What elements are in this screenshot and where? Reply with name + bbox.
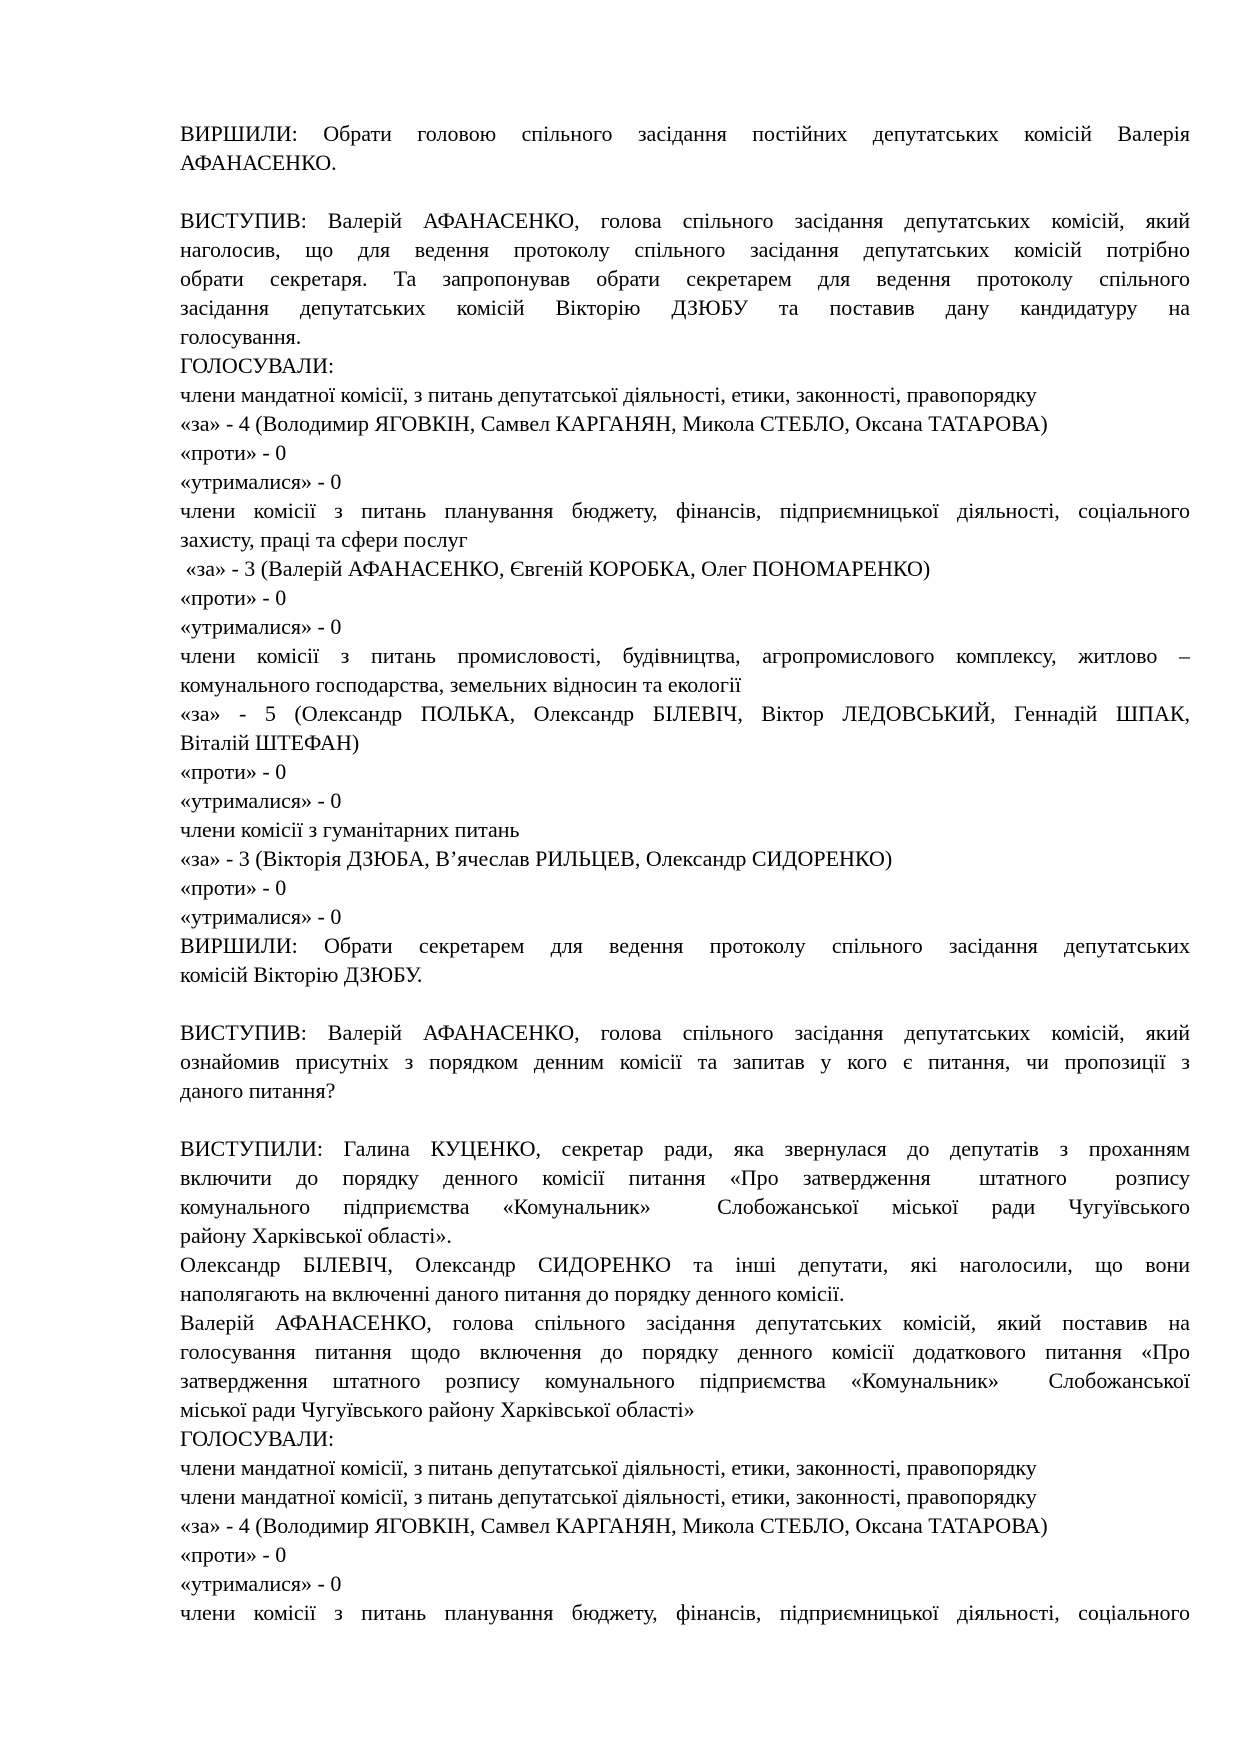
document-page-body xyxy=(180,119,1190,1627)
text-line: «за» - 4 (Володимир ЯГОВКІН, Самвел КАРГАНЯН, Микола СТЕБЛО, Оксана ТАТАРОВА) xyxy=(180,411,1048,436)
text-line: «проти» - 0 xyxy=(180,1542,287,1567)
text-line: «за» - 3 (Вікторія ДЗЮБА, В’ячеслав РИЛЬЦЕВ, Олександр СИДОРЕНКО) xyxy=(180,846,893,871)
blank-line xyxy=(180,177,1190,206)
text-line: «утрималися» - 0 xyxy=(180,1571,342,1596)
text-line: члени комісії з питань промисловості, будівництва, агропромислового комплексу, житлово – xyxy=(180,643,1190,668)
text-line: ознайомив присутніх з порядком денним комісії та запитав у кого є питання, чи пропозиції з xyxy=(180,1049,1190,1074)
text-line: обрати секретаря. Та запропонував обрати секретарем для ведення протоколу спільного xyxy=(180,266,1190,291)
text-line: ГОЛОСУВАЛИ: xyxy=(180,1426,335,1451)
text-line: району Харківської області». xyxy=(180,1223,452,1248)
text-line: «за» - 3 (Валерій АФАНАСЕНКО, Євгеній КОРОБКА, Олег ПОНОМАРЕНКО) xyxy=(180,556,931,581)
text-line: «за» - 4 (Володимир ЯГОВКІН, Самвел КАРГАНЯН, Микола СТЕБЛО, Оксана ТАТАРОВА) xyxy=(180,1513,1048,1538)
text-line: «утрималися» - 0 xyxy=(180,614,342,639)
text-line: захисту, праці та сфери послуг xyxy=(180,527,468,552)
text-line: даного питання? xyxy=(180,1078,336,1103)
text-line: члени комісії з питань планування бюджету, фінансів, підприємницької діяльності, соціального xyxy=(180,1600,1190,1625)
text-line: Олександр БІЛЕВІЧ, Олександр СИДОРЕНКО та інші депутати, які наголосили, що вони xyxy=(180,1252,1190,1277)
text-line: «утрималися» - 0 xyxy=(180,469,342,494)
text-line: ВИСТУПИВ: Валерій АФАНАСЕНКО, голова спільного засідання депутатських комісій, який xyxy=(180,208,1190,233)
text-line: члени мандатної комісії, з питань депутатської діяльності, етики, законності, правопорядку xyxy=(180,382,1037,407)
text-line: голосування. xyxy=(180,324,302,349)
text-line: наголосив, що для ведення протоколу спільного засідання депутатських комісій потрібно xyxy=(180,237,1190,262)
text-line: члени комісії з питань планування бюджету, фінансів, підприємницької діяльності, соціального xyxy=(180,498,1190,523)
text-line: включити до порядку денного комісії питання «Про затвердження штатного розпису xyxy=(180,1165,1190,1190)
text-line: члени мандатної комісії, з питань депутатської діяльності, етики, законності, правопорядку xyxy=(180,1455,1037,1480)
text-line: комунального господарства, земельних відносин та екології xyxy=(180,672,742,697)
text-line: «утрималися» - 0 xyxy=(180,788,342,813)
text-line: міської ради Чугуївського району Харківської області» xyxy=(180,1397,695,1422)
text-line: АФАНАСЕНКО. xyxy=(180,150,337,175)
text-line: затвердження штатного розпису комунального підприємства «Комунальник» Слобожанської xyxy=(180,1368,1190,1393)
text-line: комісій Вікторію ДЗЮБУ. xyxy=(180,962,423,987)
text-line: ВИСТУПИЛИ: Галина КУЦЕНКО, секретар ради, яка звернулася до депутатів з проханням xyxy=(180,1136,1190,1161)
text-line: Віталій ШТЕФАН) xyxy=(180,730,360,755)
text-line: наполягають на включенні даного питання до порядку денного комісії. xyxy=(180,1281,845,1306)
text-line: комунального підприємства «Комунальник» Слобожанської міської ради Чугуївського xyxy=(180,1194,1190,1219)
text-line: «проти» - 0 xyxy=(180,440,287,465)
text-line: ГОЛОСУВАЛИ: xyxy=(180,353,335,378)
text-line: «за» - 5 (Олександр ПОЛЬКА, Олександр БІЛЕВІЧ, Віктор ЛЕДОВСЬКИЙ, Геннадій ШПАК, xyxy=(180,701,1190,726)
text-line: «проти» - 0 xyxy=(180,585,287,610)
text-line: Валерій АФАНАСЕНКО, голова спільного засідання депутатських комісій, який поставив на xyxy=(180,1310,1190,1335)
text-line: «проти» - 0 xyxy=(180,875,287,900)
blank-line xyxy=(180,1105,1190,1134)
text-line: ВИРШИЛИ: Обрати секретарем для ведення протоколу спільного засідання депутатських xyxy=(180,933,1190,958)
text-line: «утрималися» - 0 xyxy=(180,904,342,929)
text-line: ВИРШИЛИ: Обрати головою спільного засідання постійних депутатських комісій Валерія xyxy=(180,121,1190,146)
blank-line xyxy=(180,989,1190,1018)
text-line: члени комісії з гуманітарних питань xyxy=(180,817,520,842)
text-line: голосування питання щодо включення до порядку денного комісії додаткового питання «Про xyxy=(180,1339,1190,1364)
text-line: члени мандатної комісії, з питань депутатської діяльності, етики, законності, правопорядку xyxy=(180,1484,1037,1509)
text-line: «проти» - 0 xyxy=(180,759,287,784)
text-line: засідання депутатських комісій Вікторію ДЗЮБУ та поставив дану кандидатуру на xyxy=(180,295,1190,320)
text-line: ВИСТУПИВ: Валерій АФАНАСЕНКО, голова спільного засідання депутатських комісій, який xyxy=(180,1020,1190,1045)
